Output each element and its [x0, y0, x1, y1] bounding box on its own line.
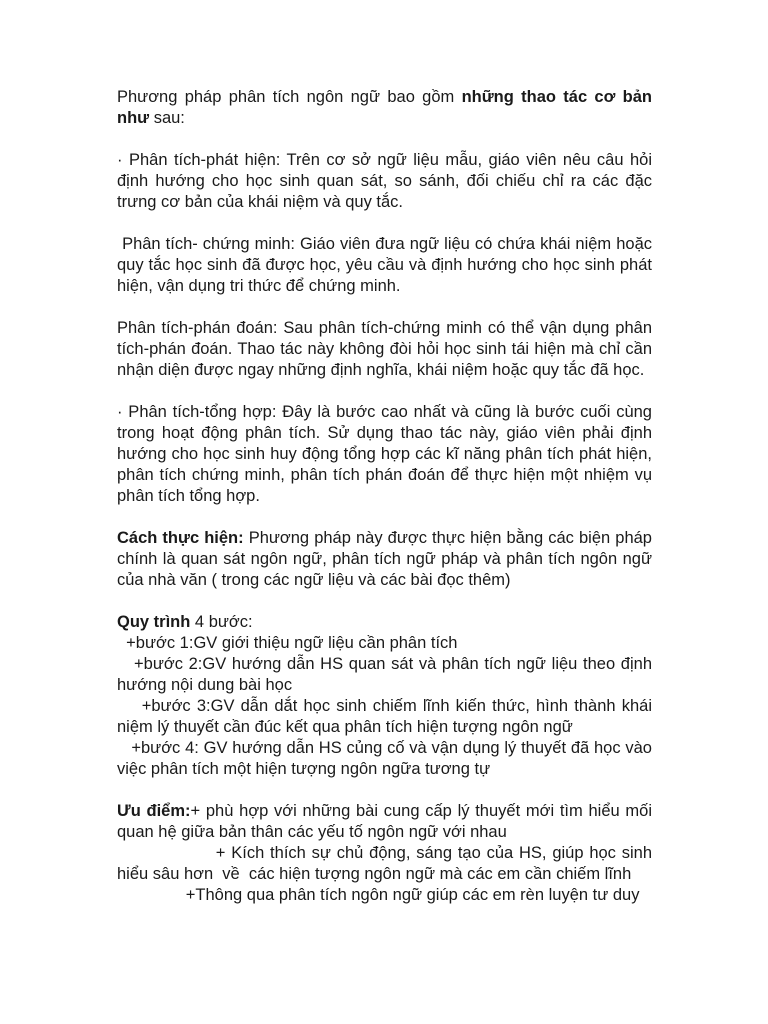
process-step: +bước 2:GV hướng dẫn HS quan sát và phân tích ngữ liệu theo định hướng nội dung bài học [117, 655, 657, 694]
advantages-first: + phù hợp với những bài cung cấp lý thuyết mới tìm hiểu mối quan hệ giữa bản thân các yếu tố ngôn ngữ với nhau [117, 802, 652, 841]
process-label: Quy trình [117, 613, 191, 631]
advantages-third: +Thông qua phân tích ngôn ngữ giúp các em rèn luyện tư duy [117, 886, 640, 904]
method-paragraph [117, 528, 652, 591]
advantages-label: Ưu điểm: [117, 802, 191, 820]
process-step: +bước 1:GV giới thiệu ngữ liệu cần phân tích [117, 634, 458, 652]
intro-bold: những thao tác cơ bản như [117, 88, 652, 127]
intro-prefix: Phương pháp phân tích ngôn ngữ bao gồm [117, 88, 462, 106]
item-analysis-discovery: · Phân tích-phát hiện: Trên cơ sở ngữ liệu mẫu, giáo viên nêu câu hỏi định hướng cho học sinh quan sát, so sánh, đối chiếu chỉ ra các đặc trưng cơ bản của khái niệm và quy tắc. [117, 151, 657, 211]
item-analysis-synthesis: · Phân tích-tổng hợp: Đây là bước cao nhất và cũng là bước cuối cùng trong hoạt động phân tích. Sử dụng thao tác này, giáo viên phải định hướng cho học sinh huy động tổng hợp các kĩ năng phân tích phát hiện, phân tích chứng minh, phân tích phán đoán để thực hiện một nhiệm vụ phân tích tổng hợp. [117, 403, 652, 505]
item-analysis-judgment: Phân tích-phán đoán: Sau phân tích-chứng minh có thể vận dụng phân tích-phán đoán. Thao tác này không đòi hỏi học sinh tái hiện mà chỉ cần nhận diện được ngay những định nghĩa, khái niệm hoặc quy tắc đã học. [117, 319, 652, 379]
process-step: +bước 3:GV dẫn dắt học sinh chiếm lĩnh kiến thức, hình thành khái niệm lý thuyết cần đúc kết qua phân tích hiện tượng ngôn ngữ [117, 697, 657, 736]
process-suffix: 4 bước: [190, 613, 253, 631]
intro-paragraph [117, 87, 652, 129]
item-analysis-proof: Phân tích- chứng minh: Giáo viên đưa ngữ liệu có chứa khái niệm hoặc quy tắc học sinh đã được học, yêu cầu và định hướng cho học sinh phát hiện, vận dụng tri thức để chứng minh. [117, 235, 657, 295]
method-text: Phương pháp này được thực hiện bằng các biện pháp chính là quan sát ngôn ngữ, phân tích ngữ pháp và phân tích ngôn ngữ của nhà văn ( trong các ngữ liệu và các bài đọc thêm) [117, 529, 652, 589]
document-body [117, 87, 657, 906]
advantages-paragraph [117, 801, 652, 843]
intro-suffix: sau: [149, 109, 185, 127]
process-heading [117, 612, 652, 633]
process-step: +bước 4: GV hướng dẫn HS củng cố và vận dụng lý thuyết đã học vào việc phân tích một hiện tượng ngôn ngữa tương tự [117, 739, 657, 778]
method-label: Cách thực hiện: [117, 529, 244, 547]
advantages-second: + Kích thích sự chủ động, sáng tạo của HS, giúp học sinh hiểu sâu hơn về các hiện tượng ngôn ngữ mà các em cần chiếm lĩnh [117, 844, 657, 883]
